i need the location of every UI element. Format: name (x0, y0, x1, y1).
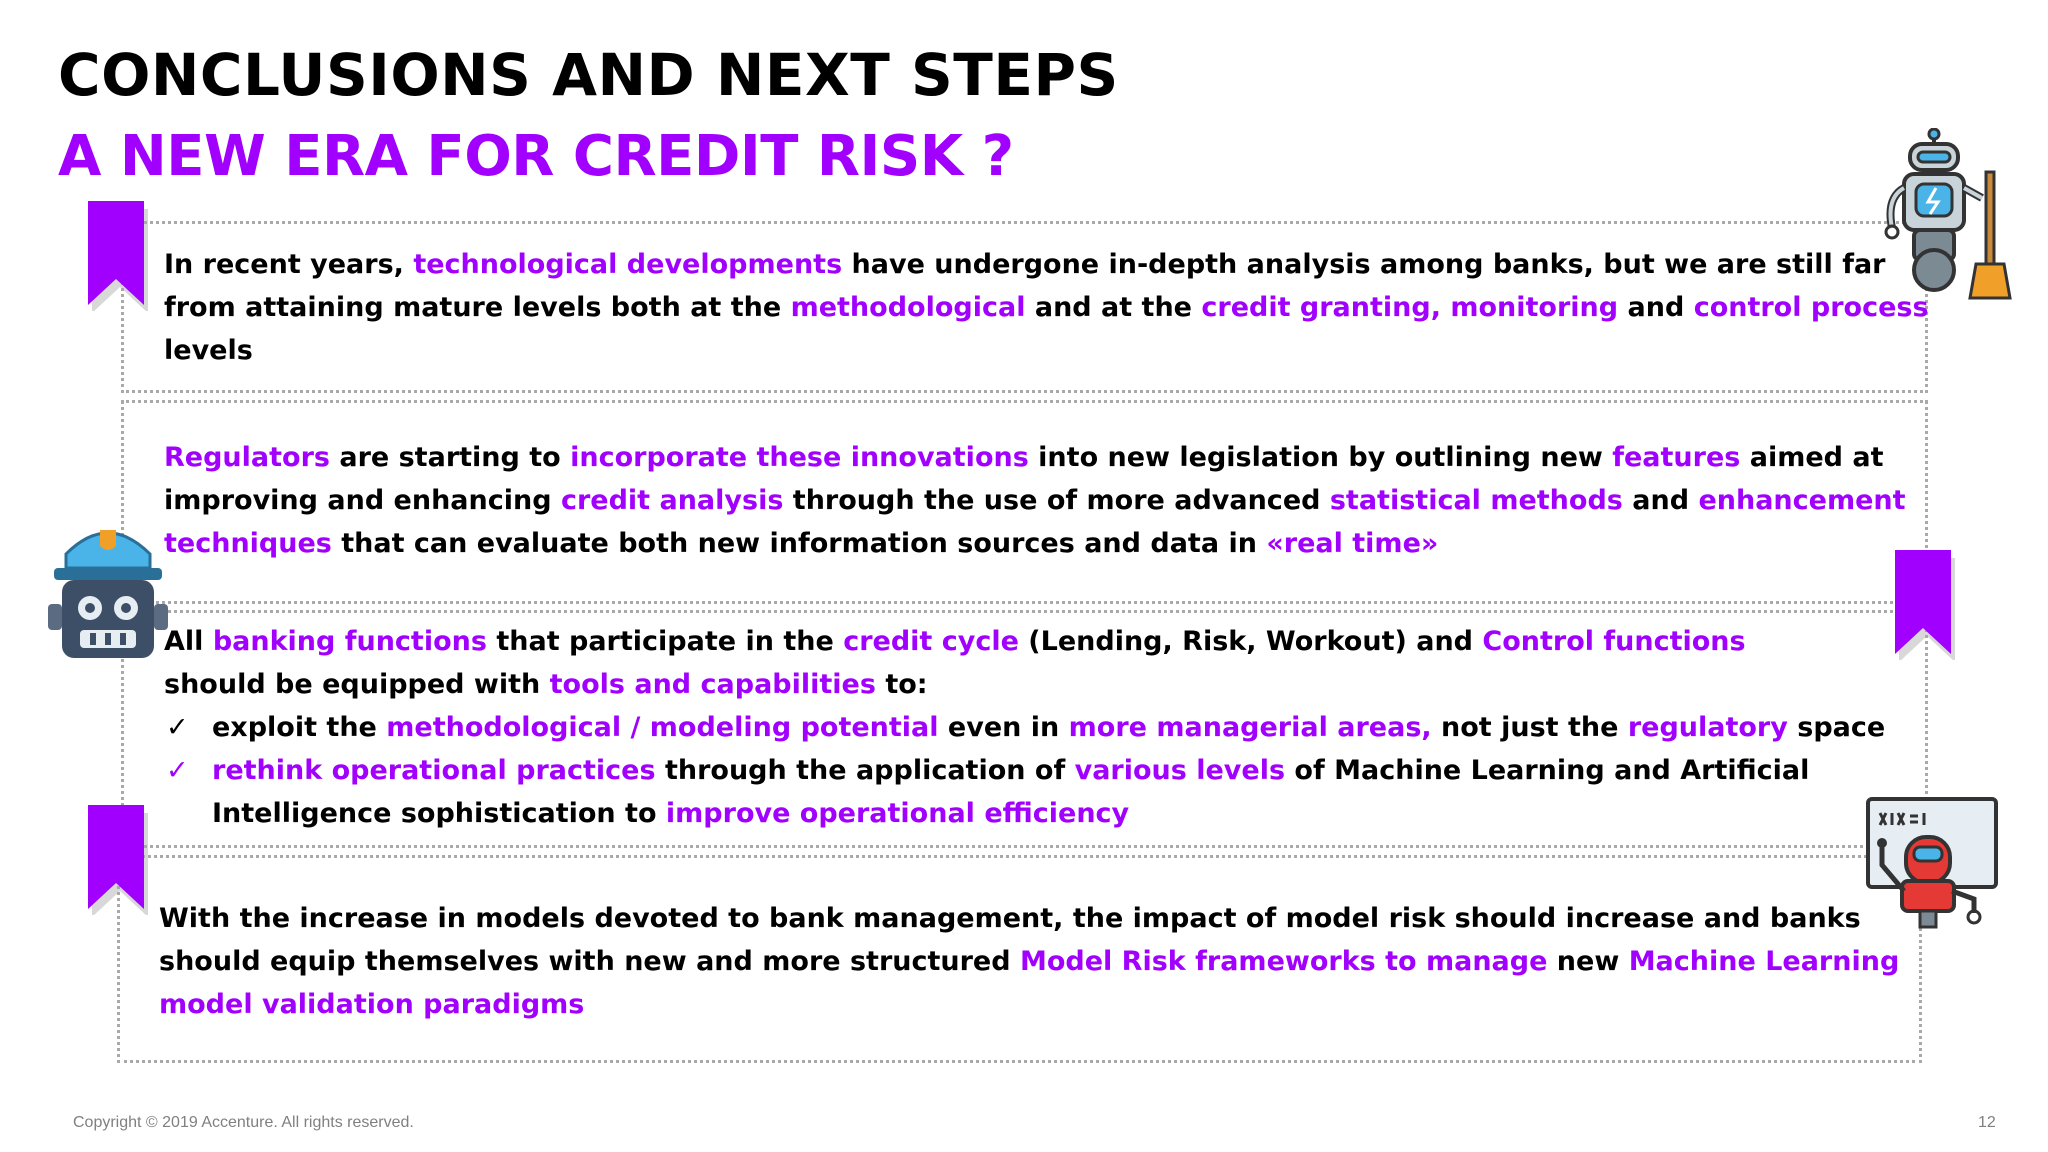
highlight-text: features (1612, 442, 1741, 473)
highlight-text: control process (1693, 292, 1929, 323)
highlight-text: methodological / modeling potential (386, 712, 939, 743)
text-run: With the increase in models devoted to bank management, the impact of model risk should increase and banks (159, 903, 1861, 934)
highlight-text: various levels (1074, 755, 1286, 786)
highlight-text: Regulators (164, 442, 330, 473)
page-number: 12 (1978, 1114, 1996, 1131)
highlight-text: credit granting, monitoring (1201, 292, 1619, 323)
section-1-text (164, 243, 1929, 372)
highlight-text: Control functions (1482, 626, 1746, 657)
bullet-item (164, 749, 1885, 792)
text-run: even in (938, 712, 1069, 743)
text-run: and (1618, 292, 1694, 323)
text-run: not just the (1431, 712, 1628, 743)
page-title: CONCLUSIONS AND NEXT STEPS (58, 41, 1119, 109)
highlight-text: enhancement (1698, 485, 1906, 516)
copyright-notice: Copyright © 2019 Accenture. All rights reserved. (73, 1114, 414, 1131)
highlight-text: methodological (790, 292, 1026, 323)
highlight-text: regulatory (1627, 712, 1788, 743)
highlight-text: rethink operational practices (212, 755, 656, 786)
bookmark-icon (86, 803, 152, 915)
highlight-text: incorporate these innovations (570, 442, 1029, 473)
highlight-text: tools and capabilities (549, 669, 876, 700)
checkmark-icon: ✓ (166, 755, 189, 786)
section-2-text (164, 436, 1906, 565)
bookmark-icon (86, 199, 152, 311)
text-run: that can evaluate both new information sources and data in (331, 528, 1267, 559)
text-run: that participate in the (486, 626, 844, 657)
text-run: aimed at (1740, 442, 1884, 473)
text-run: should equip themselves with new and more structured (159, 946, 1020, 977)
text-run: of Machine Learning and Artificial (1285, 755, 1810, 786)
highlight-text: more managerial areas, (1068, 712, 1432, 743)
highlight-text: «real time» (1266, 528, 1439, 559)
bullet-item (164, 706, 1885, 749)
highlight-text: statistical methods (1329, 485, 1623, 516)
text-run: through the application of (655, 755, 1075, 786)
checkmark-icon: ✓ (166, 712, 189, 743)
section-4-text (159, 897, 1899, 1026)
highlight-text: Machine Learning (1628, 946, 1900, 977)
text-run: All (164, 626, 213, 657)
text-run: Intelligence sophistication to (212, 798, 666, 829)
text-run: (Lending, Risk, Workout) and (1018, 626, 1483, 657)
text-run: have undergone in-depth analysis among banks, but we are still far (842, 249, 1886, 280)
text-run: space (1787, 712, 1886, 743)
page-subtitle: A NEW ERA FOR CREDIT RISK ? (58, 124, 1014, 189)
bullet-continuation (164, 792, 1885, 835)
highlight-text: technological developments (413, 249, 843, 280)
text-run: and (1622, 485, 1699, 516)
text-run: are starting to (329, 442, 571, 473)
text-run: through the use of more advanced (783, 485, 1330, 516)
text-run: levels (164, 335, 253, 366)
highlight-text: techniques (164, 528, 332, 559)
text-run: to: (875, 669, 928, 700)
section-3-text (164, 620, 1885, 835)
text-run: In recent years, (164, 249, 414, 280)
highlight-text: credit cycle (843, 626, 1019, 657)
highlight-text: credit analysis (560, 485, 784, 516)
highlight-text: banking functions (212, 626, 487, 657)
highlight-text: model validation paradigms (159, 989, 585, 1020)
text-run: into new legislation by outlining new (1028, 442, 1613, 473)
police-robot-icon (46, 516, 170, 662)
highlight-text: Model Risk frameworks to manage (1019, 946, 1548, 977)
text-run: exploit the (212, 712, 387, 743)
text-run: improving and enhancing (164, 485, 561, 516)
text-run: should be equipped with (164, 669, 550, 700)
highlight-text: improve operational efficiency (665, 798, 1130, 829)
text-run: from attaining mature levels both at the (164, 292, 791, 323)
text-run: new (1547, 946, 1629, 977)
text-run: and at the (1025, 292, 1202, 323)
